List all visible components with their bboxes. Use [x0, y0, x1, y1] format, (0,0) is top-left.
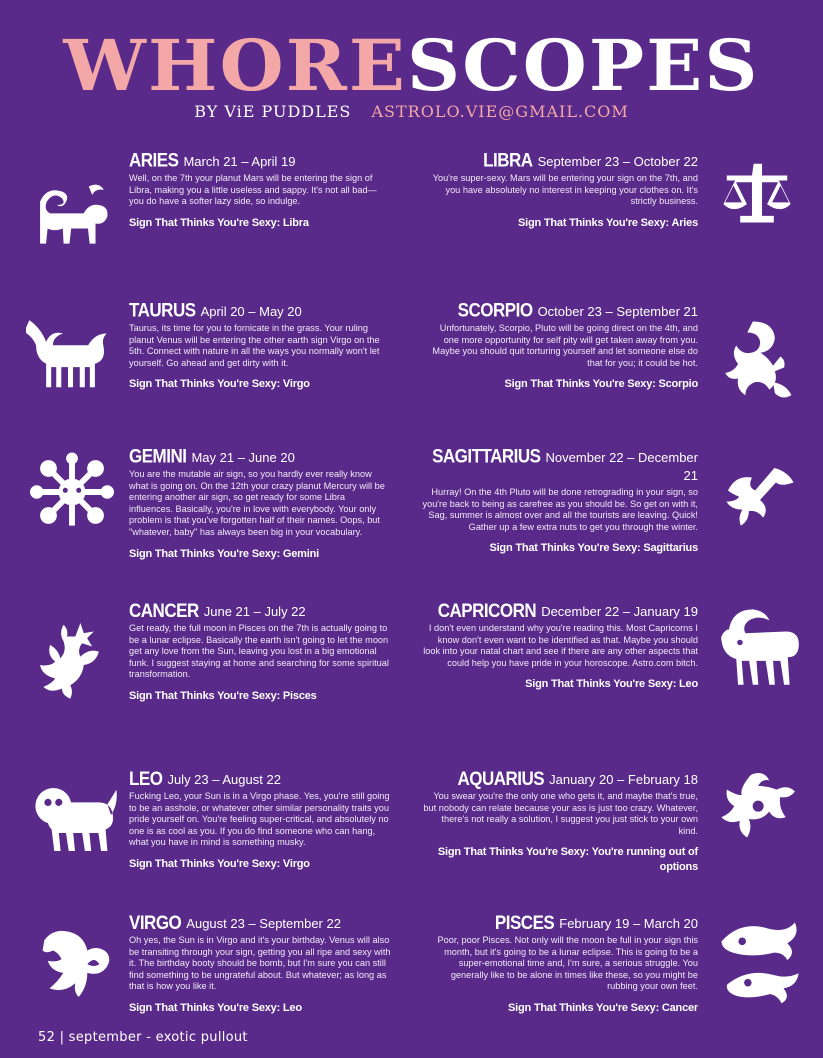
page-footer: 52 | september - exotic pullout	[38, 1030, 248, 1045]
capricorn-name: CAPRICORN	[437, 599, 537, 622]
aquarius-body: You swear you're the only one who gets it, and maybe that's true, but nobody can relate because your ass is just too crazy. Whatever, there's not really a solution, I suggest you just stick to your own kind.	[423, 791, 698, 836]
byline	[0, 102, 823, 121]
sagittarius-sexy: Sign That Thinks You're Sexy: Sagittarius	[489, 542, 698, 555]
scorpio-glyph-icon	[716, 316, 808, 408]
scorpio-name: SCORPIO	[457, 299, 533, 322]
cancer-dates: June 21 – July 22	[203, 604, 306, 619]
cancer-name: CANCER	[129, 599, 199, 622]
capricorn-glyph-icon	[716, 602, 808, 694]
capricorn-sexy: Sign That Thinks You're Sexy: Leo	[525, 678, 698, 691]
pisces-glyph-icon	[714, 914, 808, 1010]
virgo-dates: August 23 – September 22	[186, 916, 341, 931]
virgo-entry	[129, 911, 391, 1016]
virgo-body: Oh yes, the Sun is in Virgo and it's your birthday. Venus will also be transiting through your sign, getting you all ripe and sexy with it. The birthday booty should be bomb, but I'm sure you can still find something to be ungrateful about. But whatever; as long as that is how you like it.	[129, 935, 391, 992]
virgo-sexy: Sign That Thinks You're Sexy: Leo	[129, 1001, 302, 1014]
gemini-name: GEMINI	[129, 445, 187, 468]
cancer-entry	[129, 599, 391, 704]
aquarius-entry	[422, 767, 698, 875]
leo-dates: July 23 – August 22	[167, 772, 281, 787]
aries-sexy: Sign That Thinks You're Sexy: Libra	[129, 216, 309, 229]
aquarius-sexy: Sign That Thinks You're Sexy: You're running out of options	[437, 846, 698, 874]
capricorn-body: I don't even understand why you're reading this. Most Capricorns I know don't even want to be identified as that. Maybe you should look into your natal chart and see if there are any other aspects that could help you have pride in your horoscope. Astro.com bitch.	[423, 623, 698, 668]
sagittarius-glyph-icon	[712, 452, 808, 532]
sagittarius-dates: November 22 – December 21	[545, 450, 698, 483]
aquarius-glyph-icon	[712, 762, 808, 854]
libra-dates: September 23 – October 22	[537, 154, 698, 169]
cancer-sexy: Sign That Thinks You're Sexy: Pisces	[129, 689, 317, 702]
taurus-dates: April 20 – May 20	[200, 304, 302, 319]
virgo-name: VIRGO	[129, 911, 182, 934]
taurus-sexy: Sign That Thinks You're Sexy: Virgo	[129, 378, 310, 391]
aries-entry	[129, 149, 391, 231]
taurus-glyph-icon	[26, 310, 110, 394]
scorpio-entry	[422, 299, 698, 392]
gemini-entry	[129, 445, 391, 562]
leo-glyph-icon	[30, 770, 120, 860]
masthead-title-part2: SCOPES	[407, 24, 760, 107]
libra-glyph-icon	[715, 152, 799, 236]
taurus-body: Taurus, its time for you to fornicate in the grass. Your ruling planut Venus will be entering the other earth sign Virgo on the 5th. Connect with nature in all the ways you normally won't let yourself. Go ahead and get dirty with it.	[129, 323, 380, 368]
leo-entry	[129, 767, 391, 872]
gemini-glyph-icon	[30, 450, 114, 534]
aries-glyph-icon	[30, 168, 114, 252]
scorpio-sexy: Sign That Thinks You're Sexy: Scorpio	[504, 378, 698, 391]
aries-dates: March 21 – April 19	[183, 154, 296, 169]
capricorn-dates: December 22 – January 19	[541, 604, 698, 619]
cancer-glyph-icon	[30, 618, 114, 702]
leo-name: LEO	[129, 767, 163, 790]
leo-body: Fucking Leo, your Sun is in a Virgo phase. Yes, you're still going to be an asshole, or whatever other similar personality traits you pride yourself on. You're feeling super-critical, and absolutely no one is as cool as you. If you do find someone who can hang, what you have in mind is something musky.	[129, 791, 390, 848]
libra-name: LIBRA	[483, 149, 533, 172]
gemini-sexy: Sign That Thinks You're Sexy: Gemini	[129, 547, 319, 560]
byline-author: BY ViE PUDDLES	[194, 102, 352, 121]
aquarius-name: AQUARIUS	[457, 767, 545, 790]
pisces-sexy: Sign That Thinks You're Sexy: Cancer	[507, 1001, 698, 1014]
libra-body: You're super-sexy. Mars will be entering your sign on the 7th, and you have absolutely no interest in keeping your clothes on. It's strictly business.	[432, 173, 698, 207]
libra-entry	[422, 149, 698, 231]
scorpio-body: Unfortunately, Scorpio, Pluto will be going direct on the 4th, and one more opportunity for self pity will get taken away from you. Maybe you should quit torturing yourself and let someone else do that for you; it could be hot.	[432, 323, 698, 368]
cancer-body: Get ready, the full moon in Pisces on the 7th is actually going to be a lunar eclipse. Basically the earth isn't going to let the moon get any love from the Sun, leaving you lost in a big emotional funk. I suggest staying at home and searching for some spiritual transformation.	[129, 623, 389, 680]
capricorn-entry	[422, 599, 698, 692]
taurus-name: TAURUS	[129, 299, 196, 322]
aries-body: Well, on the 7th your planut Mars will be entering the sign of Libra, making you a little useless and sappy. It's not all bad—you do have a softer lazy side, so indulge.	[129, 173, 377, 207]
taurus-entry	[129, 299, 391, 392]
scorpio-dates: October 23 – September 21	[537, 304, 698, 319]
masthead-title-part1: WHORE	[63, 24, 408, 107]
byline-email: ASTROLO.VIE@GMAIL.COM	[371, 102, 629, 121]
pisces-entry	[422, 911, 698, 1016]
virgo-glyph-icon	[34, 920, 120, 1012]
gemini-body: You are the mutable air sign, so you hardly ever really know what is going on. On the 12th your crazy planut Mercury will be entering another air sign, so get ready for some Libra influences. Basically, you're in love with everybody. Your only problem is that you've forgotten half of their names. Oops, but "whatever, baby" has always been big in your vocabulary.	[129, 469, 385, 537]
pisces-dates: February 19 – March 20	[559, 916, 698, 931]
gemini-dates: May 21 – June 20	[191, 450, 295, 465]
masthead-title	[0, 26, 823, 106]
pisces-name: PISCES	[494, 911, 555, 934]
aries-name: ARIES	[129, 149, 179, 172]
sagittarius-entry	[422, 445, 698, 556]
leo-sexy: Sign That Thinks You're Sexy: Virgo	[129, 857, 310, 870]
libra-sexy: Sign That Thinks You're Sexy: Aries	[517, 216, 698, 229]
sagittarius-name: SAGITTARIUS	[432, 445, 541, 468]
sagittarius-body: Hurray! On the 4th Pluto will be done retrograding in your sign, so you're back to being as carefree as you should be. So get on with it, Sag, summer is almost over and all the tourists are leaving. Quick! Gather up a few extra nuts to get you through the winter.	[422, 487, 698, 532]
pisces-body: Poor, poor Pisces. Not only will the moon be full in your sign this month, but it's going to be a lunar eclipse. This is going to be a super-emotional time and, I'm sure, a serious struggle. You generally like to be alone in times like these, so you might be rubbing your own feet.	[437, 935, 698, 992]
aquarius-dates: January 20 – February 18	[549, 772, 698, 787]
